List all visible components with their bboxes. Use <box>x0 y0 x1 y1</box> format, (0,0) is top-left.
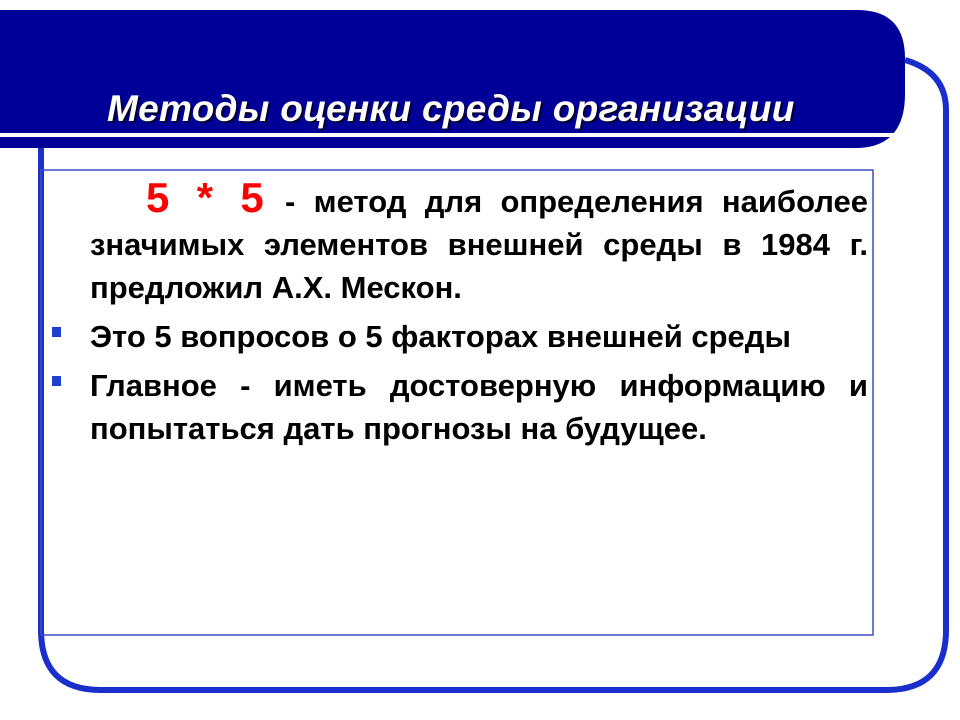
bullet-text: Это 5 вопросов о 5 факторах внешней среды <box>90 319 791 354</box>
bullet-text: Главное - иметь достоверную информацию и попытаться дать прогнозы на будущее. <box>90 368 868 446</box>
slide-content <box>48 176 868 450</box>
list-item <box>90 315 868 358</box>
intro-text: - метод для определения наиболее значимых элементов внешней среды в 1984 г. предложил А.Х. Мескон. <box>90 184 868 305</box>
square-bullet-icon <box>52 327 61 337</box>
list-item <box>90 364 868 450</box>
square-bullet-icon <box>52 376 61 386</box>
title-underline <box>0 133 905 137</box>
intro-paragraph <box>90 176 868 309</box>
slide-title: Методы оценки среды организации <box>107 88 795 129</box>
method-name: 5 * 5 <box>146 174 267 221</box>
